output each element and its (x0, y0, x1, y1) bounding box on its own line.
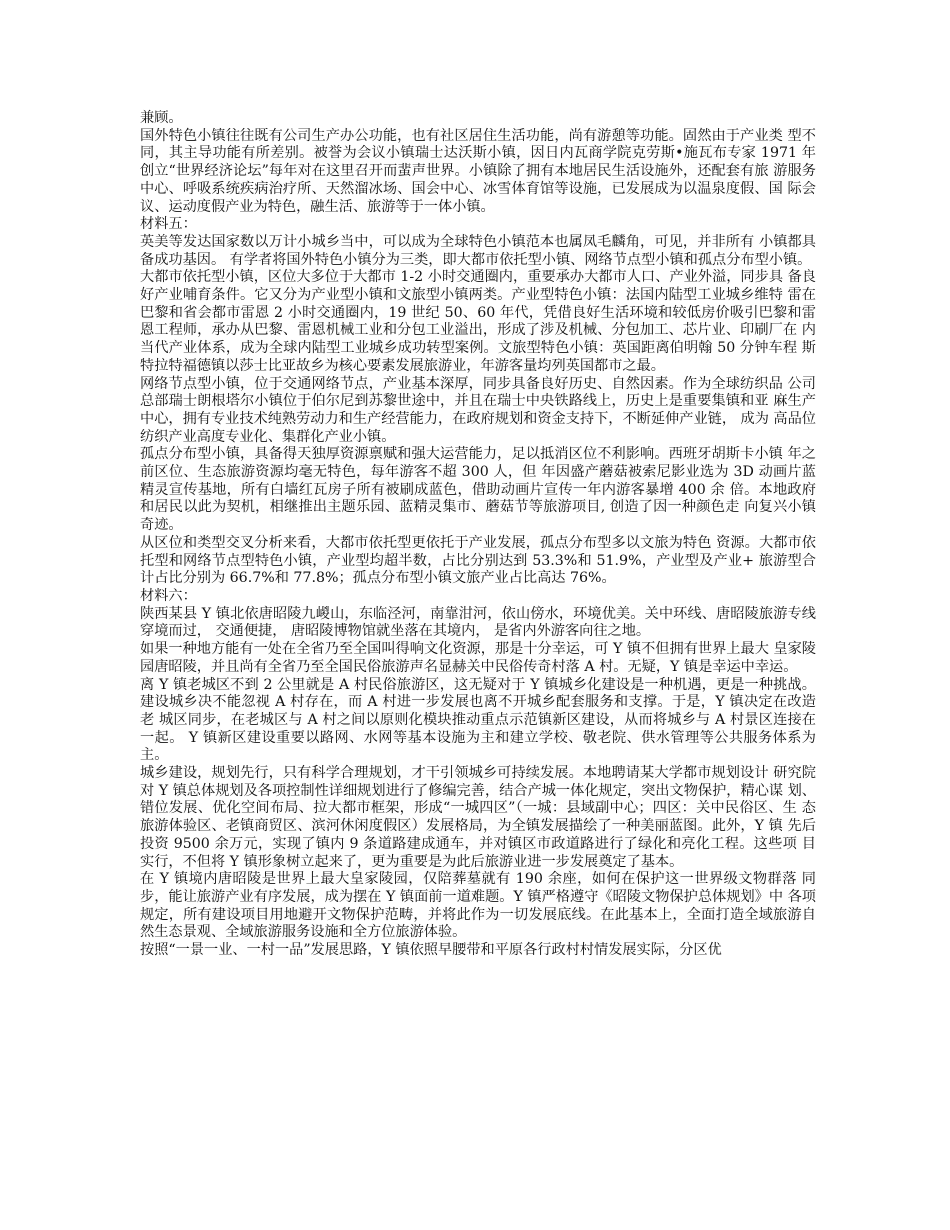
section-heading: 材料六： (140, 587, 197, 604)
paragraph: 英美等发达国家数以万计小城乡当中，可以成为全球特色小镇范本也属凤毛麟角，可见，并非所有 小镇都具备成功基因。 有学者将国外特色小镇分为三类，即大都市依托型小镇、网络节点型小镇和孤点分布型小镇。 (140, 233, 816, 268)
paragraph: 国外特色小镇往往既有公司生产办公功能，也有社区居住生活功能，尚有游憩等功能。固然由于产业类 型不同，其主导功能有所差别。被誉为会议小镇瑞士达沃斯小镇，因日内瓦商学院克劳斯•施瓦布专家 1971 年创立“世界经济论坛”每年对在这里召开而蜚声世界。小镇除了拥有本地居民生活设施外，还配套有旅 游服务中心、呼吸系统疾病治疗所、天然溜冰场、国会中心、冰雪体育馆等设施，已发展成为以温泉度假、国 际会议、运动度假产业为特色，融生活、旅游等于一体小镇。 (140, 127, 816, 215)
paragraph: 网络节点型小镇，位于交通网络节点，产业基本深厚，同步具备良好历史、自然因素。作为全球纺织品 公司总部瑞士朗根塔尔小镇位于伯尔尼到苏黎世途中，并且在瑞士中央铁路线上，历史上是重要集镇和亚 麻生产中心，拥有专业技术纯熟劳动力和生产经营能力，在政府规划和资金支持下，不断延伸产业链， 成为 高品位纺织产业高度专业化、集群化产业小镇。 (140, 375, 816, 445)
paragraph: 陕西某县 Y 镇北依唐昭陵九嵕山，东临泾河，南靠泔河，依山傍水，环境优美。关中环线、唐昭陵旅游专线穿境而过， 交通便捷， 唐昭陵博物馆就坐落在其境内， 是省内外游客向往之地。 (140, 605, 816, 640)
section-heading: 材料五： (140, 216, 197, 233)
paragraph: 如果一种地方能有一处在全省乃至全国叫得响文化资源，那是十分幸运，可 Y 镇不但拥有世界上最大 皇家陵园唐昭陵，并且尚有全省乃至全国民俗旅游声名显赫关中民俗传奇村落 A 村。无疑，Y 镇是幸运中幸运。 (140, 641, 816, 675)
paragraph: 在 Y 镇境内唐昭陵是世界上最大皇家陵园，仅陪葬墓就有 190 余座，如何在保护这一世界级文物群落 同步，能让旅游产业有序发展，成为摆在 Y 镇面前一道难题。Y 镇严格遵守《昭陵文物保护总体规划》中 各项规定，所有建设项目用地避开文物保护范畴，并将此作为一切发展底线。在此基本上，全面打造全域旅游自 然生态景观、全域旅游服务设施和全方位旅游体验。 (140, 871, 816, 941)
document-page (140, 110, 816, 960)
paragraph: 城乡建设，规划先行，只有科学合理规划，才干引领城乡可持续发展。本地聘请某大学都市规划设计 研究院对 Y 镇总体规划及各项控制性详细规划进行了修编完善，结合产城一体化规定，突出文物保护，精心谋 划、错位发展、优化空间布局、拉大都市框架，形成“一城四区”（一城：县域副中心；四区：关中民俗区、生 态旅游体验区、老镇商贸区、滨河休闲度假区）发展格局，为全镇发展描绘了一种美丽蓝图。此外，Y 镇 先后投资 9500 余万元，实现了镇内 9 条道路建成通车，并对镇区市政道路进行了绿化和亮化工程。这些项 目实行，不但将 Y 镇形象树立起来了，更为重要是为此后旅游业进一步发展奠定了基本。 (140, 765, 816, 870)
paragraph: 兼顾。 (140, 110, 183, 126)
paragraph: 大都市依托型小镇，区位大多位于大都市 1-2 小时交通圈内，重要承办大都市人口、产业外溢，同步具 备良好产业哺育条件。它又分为产业型小镇和文旅型小镇两类。产业型特色小镇：法国内陆型工业城乡维特 雷在巴黎和省会都市雷恩 2 小时交通圈内，19 世纪 50、60 年代，凭借良好生活环境和较低房价吸引巴黎和雷 恩工程师，承办从巴黎、雷恩机械工业和分包工业溢出，形成了涉及机械、分包加工、芯片业、印刷厂在 内当代产业体系，成为全球内陆型工业城乡成功转型案例。文旅型特色小镇：英国距离伯明翰 50 分钟车程 斯特拉特福德镇以莎士比亚故乡为核心要素发展旅游业，年游客量均列英国都市之最。 (140, 269, 816, 374)
paragraph: 孤点分布型小镇，具备得天独厚资源禀赋和强大运营能力，足以抵消区位不利影响。西班牙胡斯卡小镇 年之前区位、生态旅游资源均毫无特色，每年游客不超 300 人，但 年因盛产蘑菇被索尼影业选为 3D 动画片蓝精灵宣传基地，所有白墙红瓦房子所有被刷成蓝色，借助动画片宣传一年内游客暴增 400 余 倍。本地政府和居民以此为契机，相继推出主题乐园、蓝精灵集市、蘑菇节等旅游项目, 创造了因一种颜色走 向复兴小镇奇迹。 (140, 446, 816, 534)
paragraph: 从区位和类型交叉分析来看，大都市依托型更依托于产业发展，孤点分布型多以文旅为特色 资源。大都市依托型和网络节点型特色小镇，产业型均超半数，占比分别达到 53.3%和 51.9%，产业型及产业+ 旅游型合计占比分别为 66.7%和 77.8%；孤点分布型小镇文旅产业占比高达 76%。 (140, 534, 816, 587)
paragraph: 按照“一景一业、一村一品”发展思路，Y 镇依照早腰带和平原各行政村村情发展实际，分区优 (140, 942, 722, 959)
paragraph: 离 Y 镇老城区不到 2 公里就是 A 村民俗旅游区，这无疑对于 Y 镇城乡化建设是一种机遇，更是一种挑战。 建设城乡决不能忽视 A 村存在，而 A 村进一步发展也离不开城乡配套服务和支撑。于是，Y 镇决定在改造老 城区同步，在老城区与 A 村之间以原则化模块推动重点示范镇新区建设，从而将城乡与 A 村景区连接在一起。 Y 镇新区建设重要以路网、水网等基本设施为主和建立学校、敬老院、供水管理等公共服务体系为主。 (140, 676, 816, 764)
